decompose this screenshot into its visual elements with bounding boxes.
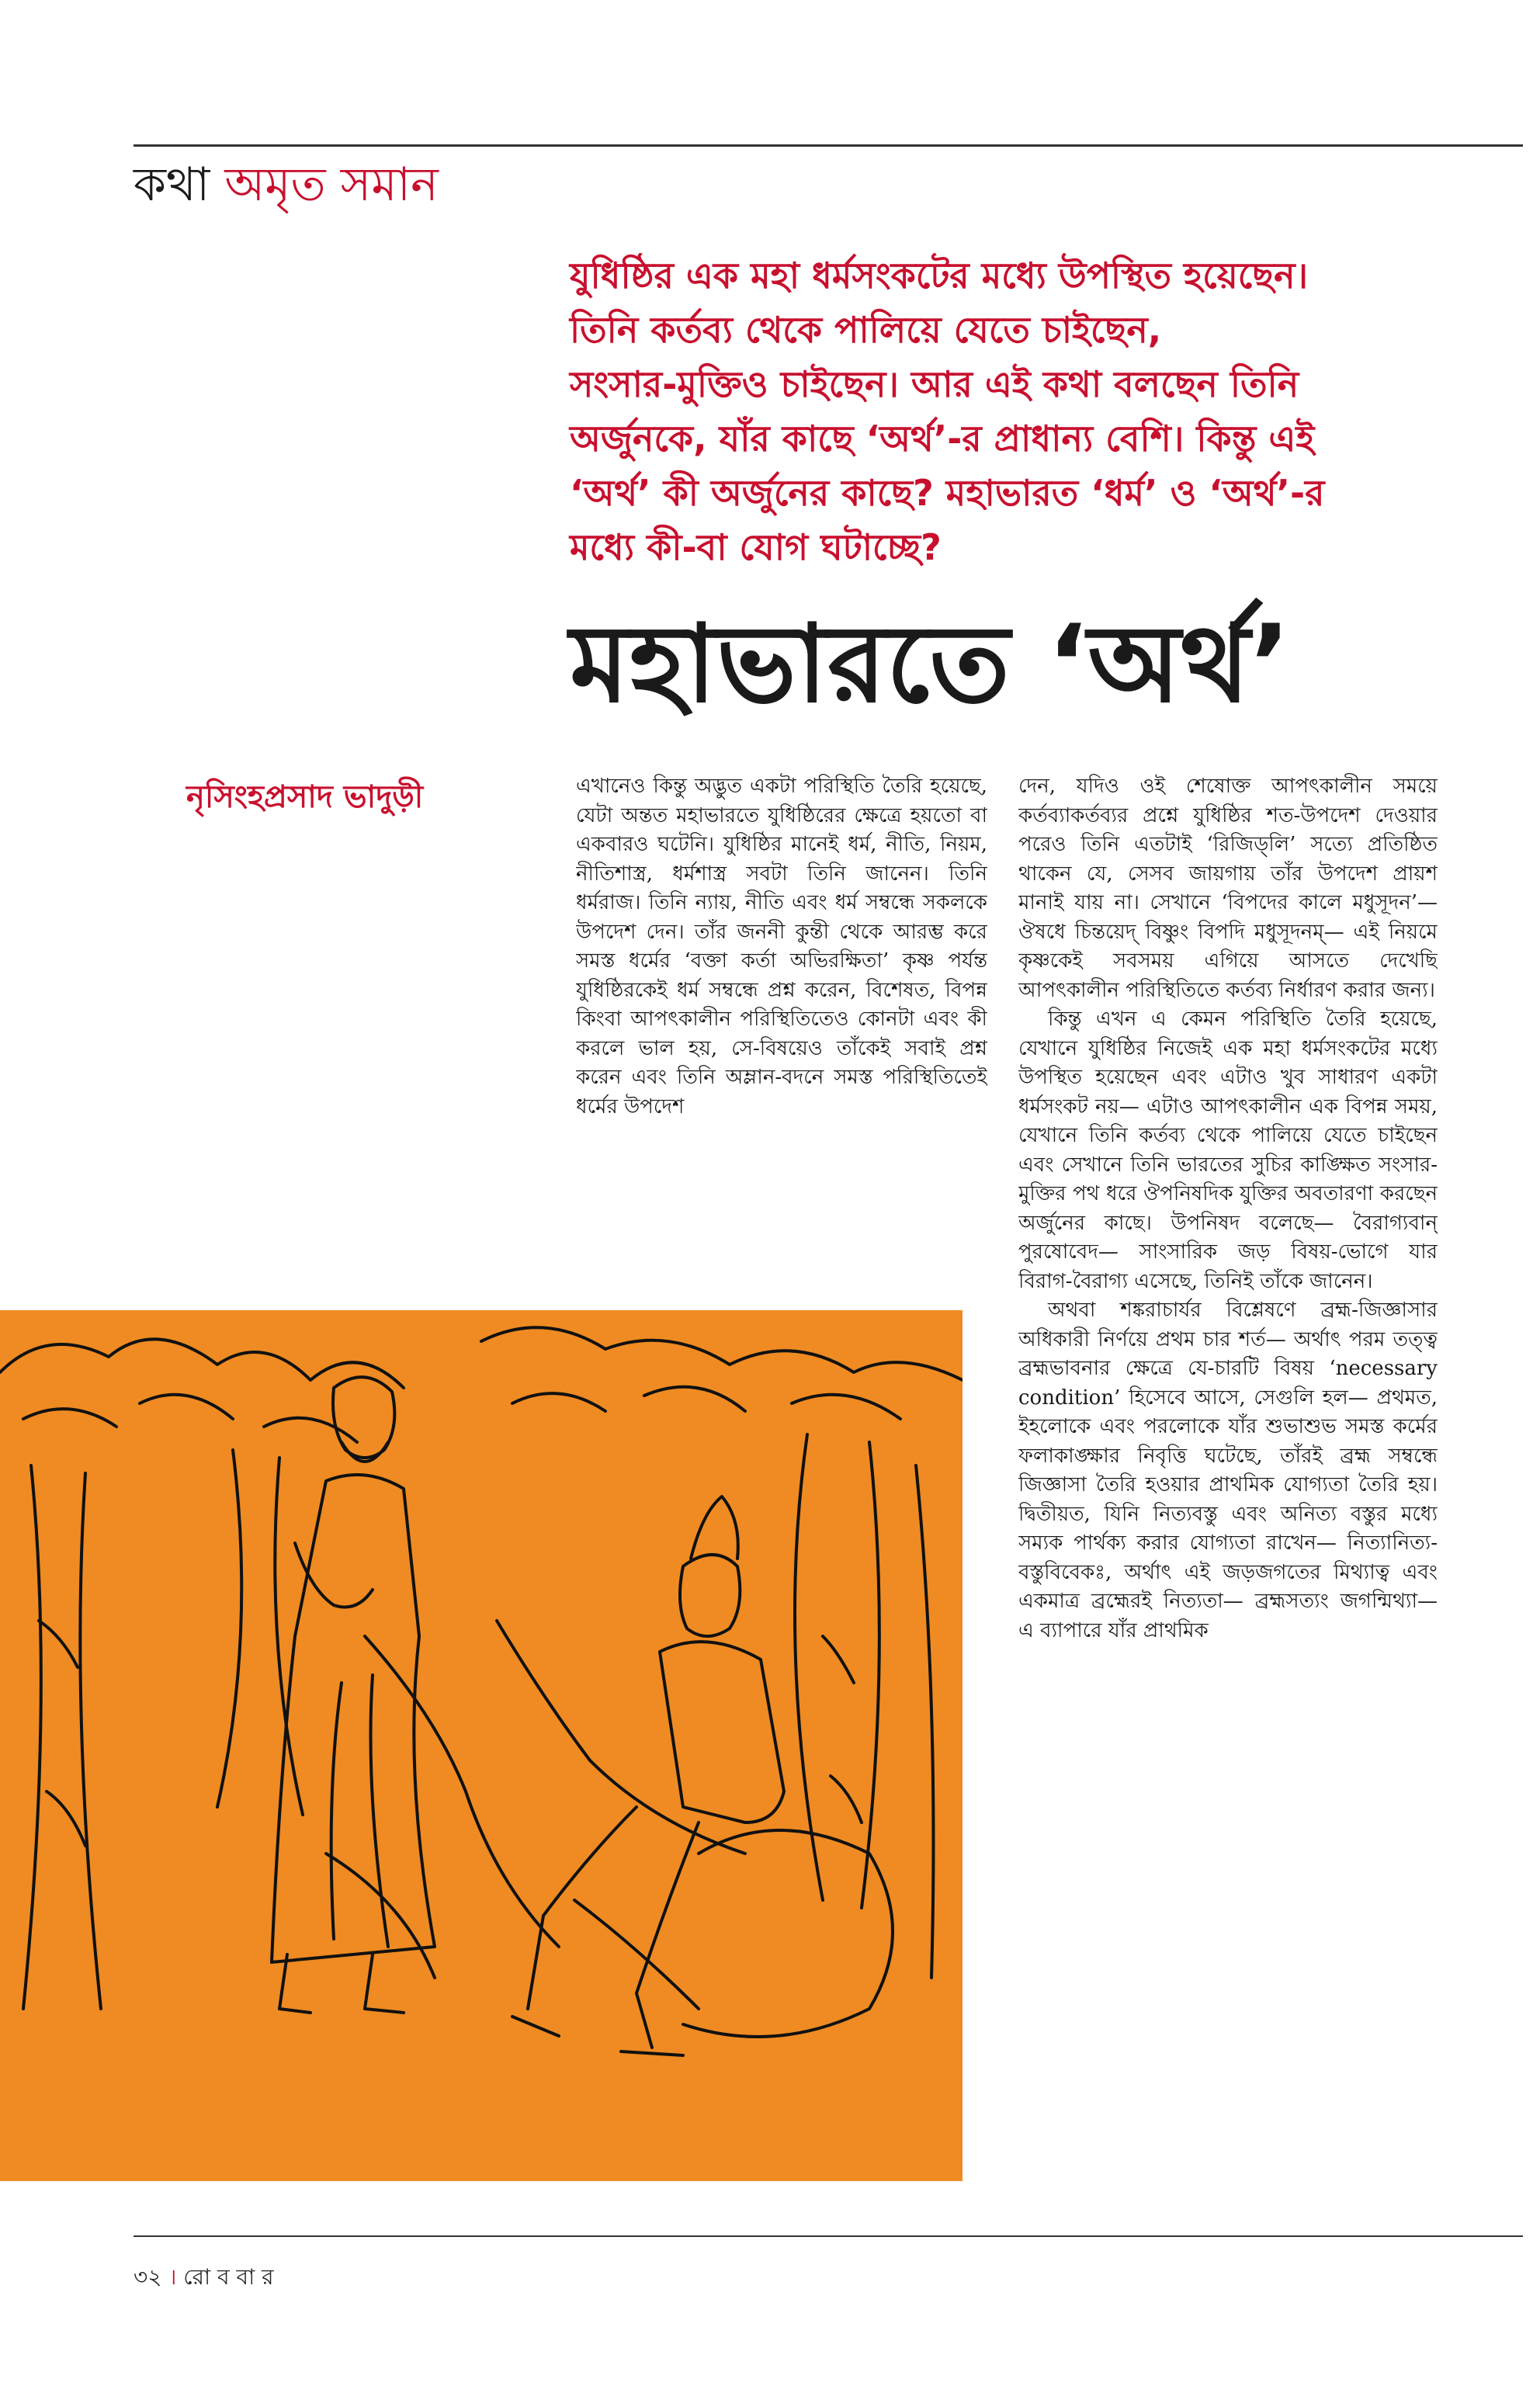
body-column-2 <box>1018 772 1438 2201</box>
byline: নৃসিংহপ্রসাদ ভাদুড়ী <box>186 779 424 815</box>
top-rule <box>134 144 1523 147</box>
body-column-1 <box>576 772 987 1300</box>
page-number: ৩২ <box>134 2264 162 2290</box>
standfirst-line: যুধিষ্ঠির এক মহা ধর্মসংকটের মধ্যে উপস্থিত হয়েছেন। <box>570 255 1309 297</box>
folio-separator: । <box>168 2264 177 2290</box>
standfirst-line: অর্জুনকে, যাঁর কাছে ‘অর্থ’-র প্রাধান্য বেশি। কিন্তু এই <box>570 418 1315 460</box>
section-label <box>134 159 439 210</box>
illustration-yudhishthira-arjuna <box>0 1310 962 2181</box>
section-label-black: কথা <box>134 158 210 212</box>
paragraph: কিন্তু এখন এ কেমন পরিস্থিতি তৈরি হয়েছে, যেখানে যুধিষ্ঠির নিজেই এক মহা ধর্মসংকটের মধ্যে উপস্থিত হয়েছেন এবং এটাও খুব সাধারণ একটা ধর্মসংকট নয়— এটাও আপৎকালীন এক বিপন্ন সময়, যেখানে তিনি কর্তব্য থেকে পালিয়ে যেতে চাইছেন এবং সেখানে তিনি ভারতের সুচির কাঙ্ক্ষিত সংসার-মুক্তির পথ ধরে ঔপনিষদিক যুক্তির অবতারণা করছেন অর্জুনের কাছে। উপনিষদ বলেছে— বৈরাগ্যবান্‌ পুরষোবেদ— সাংসারিক জড় বিষয়-ভোগে যার বিরাগ-বৈরাগ্য এসেছে, তিনিই তাঁকে জানেন। <box>1018 1007 1438 1293</box>
section-label-red: অমৃত সমান <box>224 158 439 212</box>
folio <box>134 2260 274 2297</box>
paragraph: দেন, যদিও ওই শেষোক্ত আপৎকালীন সময়ে কর্তব্যাকর্তব্যর প্রশ্নে যুধিষ্ঠির শত-উপদেশ দেওয়ার পরেও তিনি এতটাই ‘রিজিড্‌লি’ সত্যে প্রতিষ্ঠিত থাকেন যে, সেসব জায়গায় তাঁর উপদেশ প্রায়শ মানাই যায় না। সেখানে ‘বিপদের কালে মধুসূদন’— ঔষধে চিন্তয়েদ্‌ বিষ্ণুং বিপদি মধুসূদনম্‌— এই নিয়মে কৃষ্ণকেই সবসময় এগিয়ে আসতে দেখেছি আপৎকালীন পরিস্থিতিতে কর্তব্য নির্ধারণ করার জন্য। <box>1018 775 1438 1002</box>
standfirst-line: মধ্যে কী-বা যোগ ঘটাচ্ছে? <box>570 526 942 568</box>
paragraph: অথবা শঙ্করাচার্যর বিশ্লেষণে ব্রহ্ম-জিজ্ঞাসার অধিকারী নির্ণয়ে প্রথম চার শর্ত— অর্থাৎ পরম তত্ত্ব ব্রহ্মভাবনার ক্ষেত্রে যে-চারটি বিষয় ‘necessary condition’ হিসেবে আসে, সেগুলি হল— প্রথমত, ইহলোকে এবং পরলোকে যাঁর শুভাশুভ সমস্ত কর্মের ফলাকাঙ্ক্ষার নিবৃত্তি ঘটেছে, তাঁরই ব্রহ্ম সম্বন্ধে জিজ্ঞাসা তৈরি হওয়ার প্রাথমিক যোগ্যতা তৈরি হয়। দ্বিতীয়ত, যিনি নিত্যবস্তু এবং অনিত্য বস্তুর মধ্যে সম্যক পার্থক্য করার যোগ্যতা রাখেন— নিত্যানিত্য-বস্তুবিবেকঃ, অর্থাৎ এই জড়জগতের মিথ্যাত্ব এবং একমাত্র ব্রহ্মেরই নিত্যতা— ব্রহ্মসত্যং জগন্মিথ্যা— এ ব্যাপারে যাঁর প্রাথমিক <box>1018 1299 1438 1642</box>
standfirst-line: তিনি কর্তব্য থেকে পালিয়ে যেতে চাইছেন, <box>570 309 1162 351</box>
standfirst <box>570 248 1424 574</box>
standfirst-line: সংসার-মুক্তিও চাইছেন। আর এই কথা বলছেন তিনি <box>570 363 1299 405</box>
standfirst-line: ‘অর্থ’ কী অর্জুনের কাছে? মহাভারত ‘ধর্ম’ ও ‘অর্থ’-র <box>570 472 1325 514</box>
headline: মহাভারতে ‘অর্থ’ <box>570 602 1291 727</box>
forest-scene-drawing <box>0 1310 962 2181</box>
bottom-rule <box>134 2235 1523 2237</box>
magazine-name: রো ব বা র <box>183 2264 274 2290</box>
paragraph: এখানেও কিন্তু অদ্ভুত একটা পরিস্থিতি তৈরি হয়েছে, যেটা অন্তত মহাভারতে যুধিষ্ঠিরের ক্ষেত্রে হয়তো বা একবারও ঘটেনি। যুধিষ্ঠির মানেই ধর্ম, নীতি, নিয়ম, নীতিশাস্ত্র, ধর্মশাস্ত্র সবটা তিনি জানেন। তিনি ধর্মরাজ। তিনি ন্যায়, নীতি এবং ধর্ম সম্বন্ধে সকলকে উপদেশ দেন। তাঁর জননী কুন্তী থেকে আরম্ভ করে সমস্ত ধর্মের ‘বক্তা কর্তা অভিরক্ষিতা’ কৃষ্ণ পর্যন্ত যুধিষ্ঠিরকেই ধর্ম সম্বন্ধে প্রশ্ন করেন, বিশেষত, বিপন্ন কিংবা আপৎকালীন পরিস্থিতিতেও কোনটা এবং কী করলে ভাল হয়, সে-বিষয়েও তাঁকেই সবাই প্রশ্ন করেন এবং তিনি অম্লান-বদনে সমস্ত পরিস্থিতিতেই ধর্মের উপদেশ <box>576 775 987 1118</box>
